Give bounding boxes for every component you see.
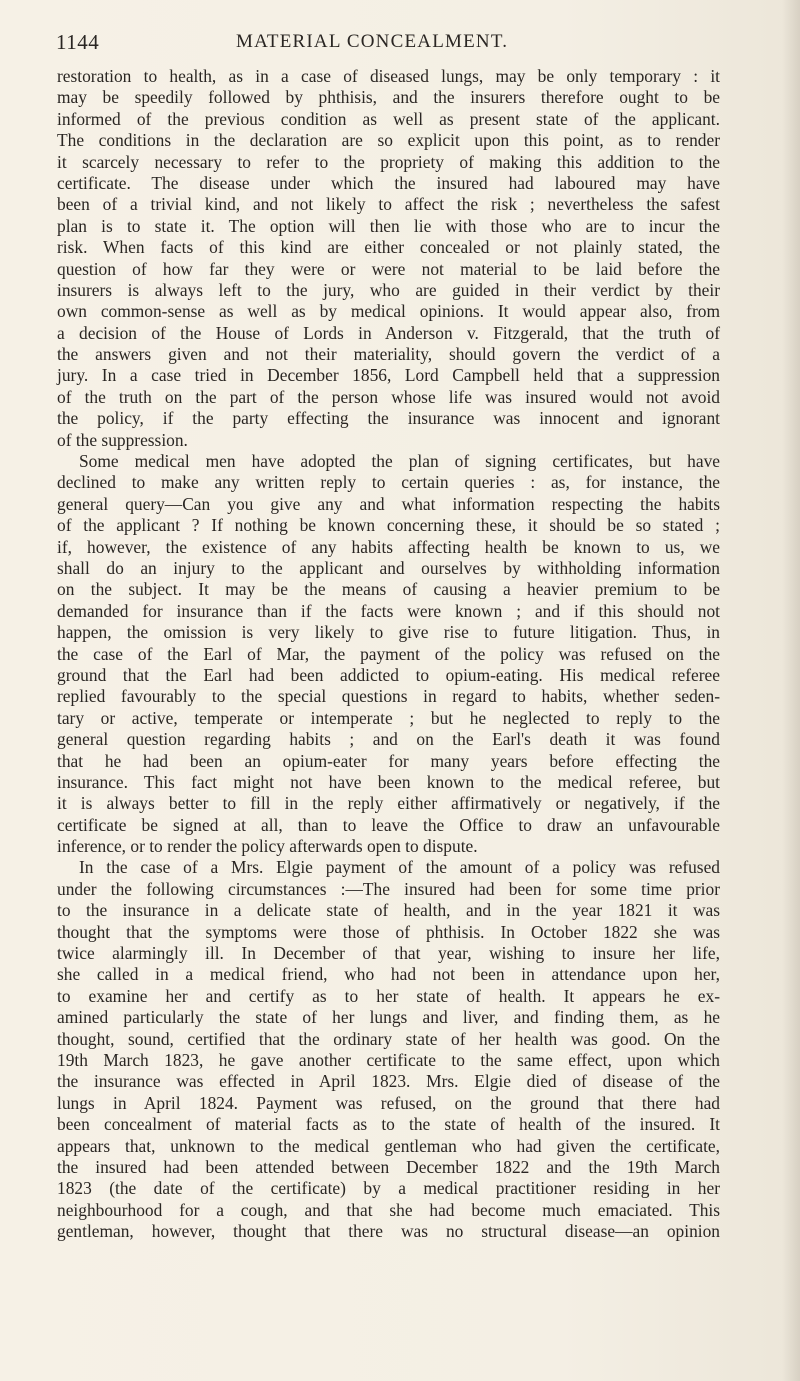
text-line: lungs in April 1824. Payment was refused, on the ground that there had (57, 1092, 720, 1113)
text-line: neighbourhood for a cough, and that she had become much emaciated. This (57, 1199, 720, 1220)
text-line: been concealment of material facts as to the state of health of the insured. It (57, 1114, 720, 1135)
text-line: insurers is always left to the jury, who are guided in their verdict by their (57, 279, 720, 300)
text-line: ground that the Earl had been addicted to opium-eating. His medical referee (57, 664, 720, 685)
text-line: under the following circumstances :—The insured had been for some time prior (57, 878, 720, 899)
text-line: to the insurance in a delicate state of health, and in the year 1821 it was (57, 900, 720, 921)
text-line: may be speedily followed by phthisis, and the insurers therefore ought to be (57, 87, 720, 108)
text-line: plan is to state it. The option will then lie with those who are to incur the (57, 215, 720, 236)
text-line: she called in a medical friend, who had not been in attendance upon her, (57, 964, 720, 985)
text-line: appears that, unknown to the medical gentleman who had given the certificate, (57, 1135, 720, 1156)
text-line: informed of the previous condition as well as present state of the applicant. (57, 108, 720, 129)
text-line: thought that the symptoms were those of phthisis. In October 1822 she was (57, 921, 720, 942)
text-line: of the truth on the part of the person whose life was insured would not avoid (57, 386, 720, 407)
text-line: gentleman, however, thought that there was no structural disease—an opinion (57, 1221, 720, 1242)
text-line: replied favourably to the special questions in regard to habits, whether seden- (57, 686, 720, 707)
text-line: the answers given and not their materiality, should govern the verdict of a (57, 344, 720, 365)
text-line: a decision of the House of Lords in Anderson v. Fitzgerald, that the truth of (57, 322, 720, 343)
text-line: if, however, the existence of any habits affecting health be known to us, we (57, 536, 720, 557)
text-line: tary or active, temperate or intemperate ; but he neglected to reply to the (57, 707, 720, 728)
text-line: inference, or to render the policy afterwards open to dispute. (57, 836, 478, 857)
text-line: it scarcely necessary to refer to the propriety of making this addition to the (57, 151, 720, 172)
text-line: insurance. This fact might not have been known to the medical referee, but (57, 771, 720, 792)
text-line: certificate be signed at all, than to leave the Office to draw an unfavourable (57, 814, 720, 835)
text-line: declined to make any written reply to certain queries : as, for instance, the (57, 472, 720, 493)
text-line: In the case of a Mrs. Elgie payment of the amount of a policy was refused (79, 857, 720, 878)
text-line: it is always better to fill in the reply either affirmatively or negatively, if the (57, 793, 720, 814)
text-line: twice alarmingly ill. In December of that year, wishing to insure her life, (57, 943, 720, 964)
text-line: the case of the Earl of Mar, the payment of the policy was refused on the (57, 643, 720, 664)
text-line: amined particularly the state of her lungs and liver, and finding them, as he (57, 1007, 720, 1028)
text-line: demanded for insurance than if the facts were known ; and if this should not (57, 600, 720, 621)
page-number: 1144 (56, 30, 100, 54)
text-line: 19th March 1823, he gave another certificate to the same effect, upon which (57, 1049, 720, 1070)
text-line: the insurance was effected in April 1823. Mrs. Elgie died of disease of the (57, 1071, 720, 1092)
text-line: thought, sound, certified that the ordinary state of her health was good. On the (57, 1028, 720, 1049)
text-line: jury. In a case tried in December 1856, Lord Campbell held that a suppression (57, 365, 720, 386)
text-line: shall do an injury to the applicant and ourselves by withholding information (57, 557, 720, 578)
text-line: happen, the omission is very likely to give rise to future litigation. Thus, in (57, 622, 720, 643)
text-line: to examine her and certify as to her state of health. It appears he ex- (57, 985, 720, 1006)
text-line: of the suppression. (57, 429, 188, 450)
body-text (57, 66, 720, 1242)
page-header (56, 30, 720, 56)
text-line: the insured had been attended between December 1822 and the 19th March (57, 1156, 720, 1177)
text-line: question of how far they were or were not material to be laid before the (57, 258, 720, 279)
text-line: general question regarding habits ; and on the Earl's death it was found (57, 729, 720, 750)
page-edge-shadow (782, 0, 800, 1381)
text-line: restoration to health, as in a case of diseased lungs, may be only temporary : it (57, 66, 720, 86)
text-line: The conditions in the declaration are so explicit upon this point, as to render (57, 130, 720, 151)
text-line: that he had been an opium-eater for many years before effecting the (57, 750, 720, 771)
text-line: of the applicant ? If nothing be known concerning these, it should be so stated ; (57, 515, 720, 536)
running-head: MATERIAL CONCEALMENT. (236, 31, 509, 52)
text-line: 1823 (the date of the certificate) by a medical practitioner residing in her (57, 1178, 720, 1199)
text-line: risk. When facts of this kind are either concealed or not plainly stated, the (57, 237, 720, 258)
text-line: the policy, if the party effecting the insurance was innocent and ignorant (57, 408, 720, 429)
text-line: been of a trivial kind, and not likely to affect the risk ; nevertheless the safest (57, 194, 720, 215)
text-line: on the subject. It may be the means of causing a heavier premium to be (57, 579, 720, 600)
text-line: general query—Can you give any and what information respecting the habits (57, 493, 720, 514)
text-line: certificate. The disease under which the insured had laboured may have (57, 172, 720, 193)
text-line: Some medical men have adopted the plan of signing certificates, but have (79, 451, 720, 472)
text-line: own common-sense as well as by medical opinions. It would appear also, from (57, 301, 720, 322)
